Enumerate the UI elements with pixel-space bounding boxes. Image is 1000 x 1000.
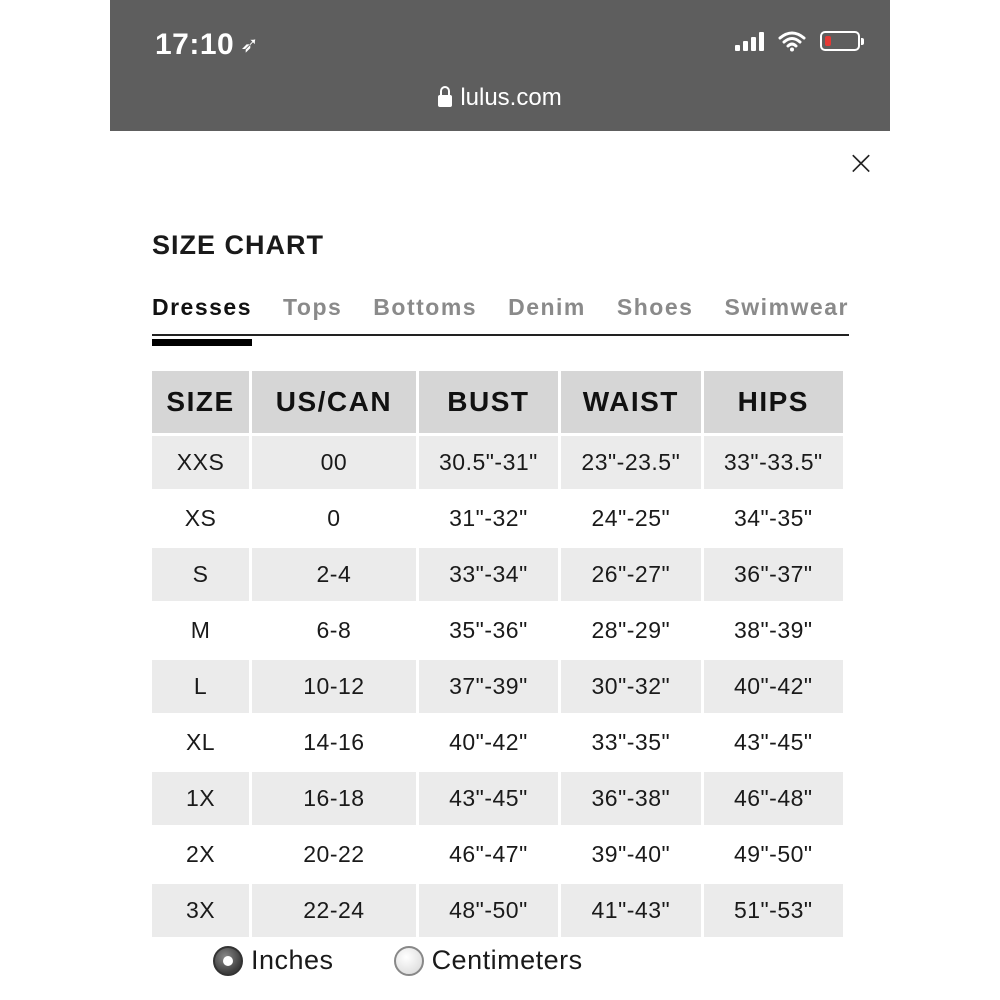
battery-icon <box>820 31 860 51</box>
cell-us-can: 10-12 <box>252 660 416 713</box>
cell-size: L <box>152 660 249 713</box>
unit-option-centimeters[interactable] <box>394 945 583 976</box>
cell-bust: 48"-50" <box>419 884 558 937</box>
battery-level <box>825 36 831 46</box>
cell-waist: 39"-40" <box>591 841 671 867</box>
cell-hips: 36"-37" <box>704 548 843 601</box>
cell-bust: 37"-39" <box>419 660 558 713</box>
header-us-can: US/CAN <box>252 371 416 433</box>
cell-hips: 33"-33.5" <box>704 436 843 489</box>
cell-size: XXS <box>152 436 249 489</box>
tab-swimwear[interactable]: Swimwear <box>724 294 849 320</box>
cell-us-can: 2-4 <box>252 548 416 601</box>
cell-size: XS <box>184 505 217 531</box>
unit-option-inches[interactable] <box>213 945 334 976</box>
cell-us-can: 00 <box>252 436 416 489</box>
tab-dresses[interactable]: Dresses <box>152 294 252 334</box>
cell-us-can: 0 <box>327 505 341 531</box>
category-tabs <box>152 294 849 336</box>
table-row <box>152 492 843 545</box>
url-bar[interactable] <box>110 84 890 112</box>
header-bust: BUST <box>419 371 558 433</box>
cell-waist: 24"-25" <box>591 505 671 531</box>
cell-hips: 51"-53" <box>704 884 843 937</box>
cell-hips: 40"-42" <box>704 660 843 713</box>
table-row <box>152 604 843 657</box>
wifi-icon <box>778 30 806 52</box>
cell-us-can: 14-16 <box>303 729 365 755</box>
phone-status-bar <box>110 0 890 131</box>
cell-waist: 26"-27" <box>561 548 700 601</box>
cell-bust: 31"-32" <box>449 505 528 531</box>
cell-size: 3X <box>152 884 249 937</box>
location-arrow-icon: ➶ <box>240 32 260 57</box>
unit-selector <box>213 945 583 976</box>
cell-us-can: 20-22 <box>303 841 365 867</box>
cell-us-can: 16-18 <box>252 772 416 825</box>
cell-bust: 46"-47" <box>449 841 528 867</box>
cell-hips: 34"-35" <box>733 505 813 531</box>
cellular-signal-icon <box>735 31 764 51</box>
cell-waist: 23"-23.5" <box>561 436 700 489</box>
cell-bust: 43"-45" <box>419 772 558 825</box>
tab-shoes[interactable]: Shoes <box>616 294 694 320</box>
cell-size: 1X <box>152 772 249 825</box>
table-row <box>152 660 843 713</box>
status-icons <box>735 30 860 52</box>
cell-waist: 41"-43" <box>561 884 700 937</box>
cell-bust: 33"-34" <box>419 548 558 601</box>
header-waist: WAIST <box>561 371 700 433</box>
radio-centimeters[interactable] <box>394 946 424 976</box>
tab-denim[interactable]: Denim <box>508 294 586 320</box>
table-row <box>152 548 843 601</box>
cell-us-can: 6-8 <box>316 617 352 643</box>
url-text: lulus.com <box>460 84 562 111</box>
cell-size: S <box>152 548 249 601</box>
cell-hips: 38"-39" <box>733 617 813 643</box>
cell-waist: 30"-32" <box>561 660 700 713</box>
cell-waist: 33"-35" <box>591 729 671 755</box>
status-time <box>155 28 259 62</box>
cell-hips: 49"-50" <box>733 841 813 867</box>
close-button[interactable] <box>843 145 879 181</box>
cell-size: M <box>190 617 211 643</box>
time-text: 17:10 <box>155 28 235 61</box>
cell-us-can: 22-24 <box>252 884 416 937</box>
cell-size: 2X <box>185 841 216 867</box>
unit-label-centimeters: Centimeters <box>431 945 583 975</box>
table-row <box>152 772 843 825</box>
cell-waist: 28"-29" <box>591 617 671 643</box>
tab-tops[interactable]: Tops <box>283 294 343 320</box>
table-header-row <box>152 371 843 433</box>
table-row <box>152 884 843 937</box>
unit-label-inches: Inches <box>251 945 334 975</box>
radio-inches[interactable] <box>213 946 243 976</box>
header-hips: HIPS <box>704 371 843 433</box>
cell-bust: 35"-36" <box>449 617 528 643</box>
header-size: SIZE <box>152 371 249 433</box>
cell-size: XL <box>185 729 216 755</box>
cell-bust: 40"-42" <box>449 729 528 755</box>
table-row <box>152 716 843 769</box>
table-row <box>152 436 843 489</box>
close-icon: × <box>846 143 876 183</box>
table-row <box>152 828 843 881</box>
cell-waist: 36"-38" <box>561 772 700 825</box>
lock-icon <box>438 95 452 107</box>
cell-hips: 46"-48" <box>704 772 843 825</box>
table-body <box>152 436 843 937</box>
size-table <box>149 368 846 940</box>
cell-hips: 43"-45" <box>733 729 813 755</box>
cell-bust: 30.5"-31" <box>419 436 558 489</box>
tab-bottoms[interactable]: Bottoms <box>373 294 478 320</box>
size-chart-title: SIZE CHART <box>152 230 324 260</box>
